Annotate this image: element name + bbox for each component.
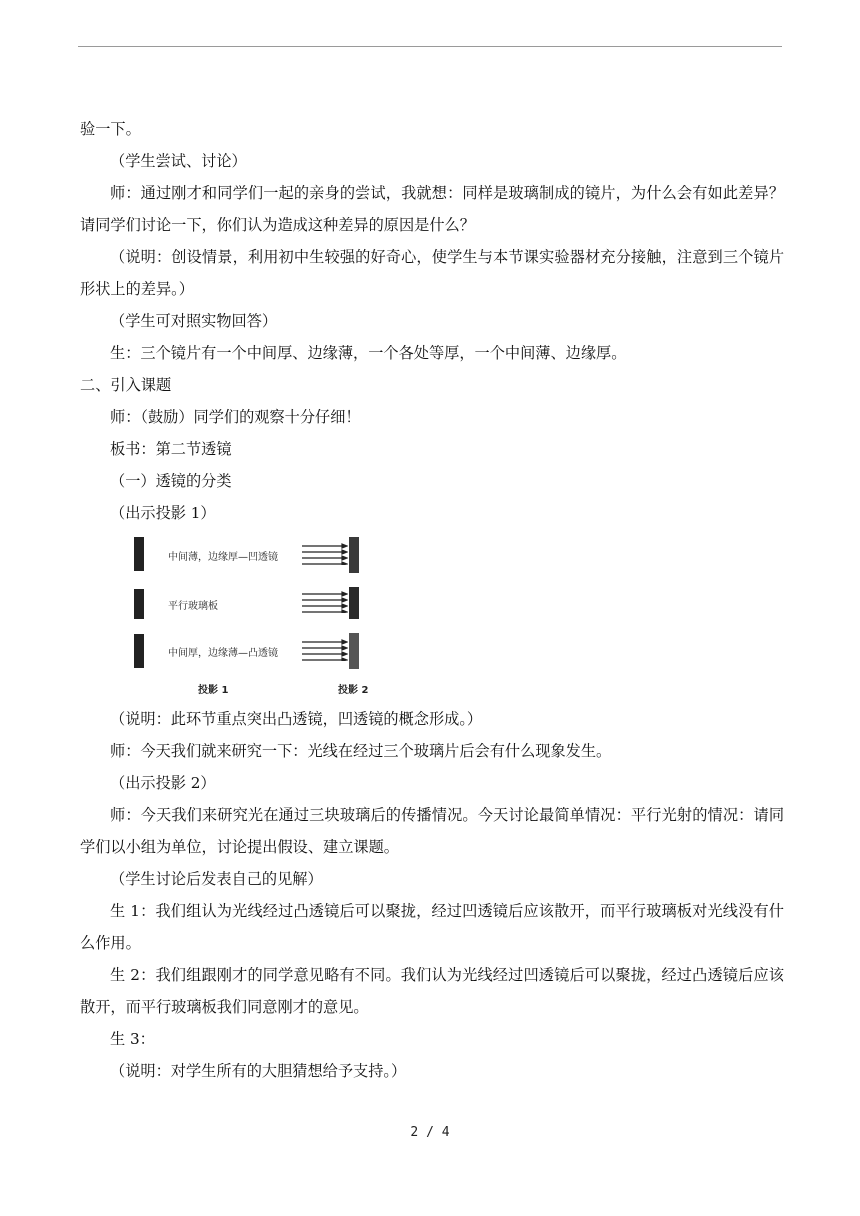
paragraph: （学生讨论后发表自己的见解）: [110, 870, 323, 888]
paragraphs-after: [80, 703, 784, 1087]
paragraphs-before: [80, 113, 784, 529]
caption-projection-2: 投影 2: [338, 685, 369, 696]
rays-2-arrows: [302, 591, 348, 613]
concave-lens-image: [134, 537, 144, 571]
caption-projection-1: 投影 1: [198, 685, 229, 696]
projection-figure: [120, 531, 450, 701]
paragraph: 板书：第二节透镜: [110, 440, 232, 458]
paragraph: 师：通过刚才和同学们一起的亲身的尝试，我就想：同样是玻璃制成的镜片，为什么会有如此差异？请同学们讨论一下，你们认为造成这种差异的原因是什么？: [80, 184, 784, 234]
paragraph: 验一下。: [80, 120, 141, 138]
paragraph: （出示投影 2）: [110, 774, 216, 792]
paragraph: （说明：创设情景，利用初中生较强的好奇心，使学生与本节课实验器材充分接触，注意到三个镜片形状上的差异。）: [80, 248, 784, 298]
paragraph: 生 3：: [110, 1030, 155, 1048]
convex-glass-image: [349, 633, 359, 669]
paragraph: （学生可对照实物回答）: [110, 312, 278, 330]
paragraph: 生 1：我们组认为光线经过凸透镜后可以聚拢，经过凹透镜后应该散开，而平行玻璃板对光线没有什么作用。: [80, 902, 784, 952]
label-convex: 中间厚，边缘薄—凸透镜: [168, 648, 278, 659]
rays-1-arrows: [302, 543, 348, 565]
flat-plate-image: [134, 589, 144, 619]
paragraph: （说明：此环节重点突出凸透镜，凹透镜的概念形成。）: [110, 710, 483, 728]
paragraph: 生：三个镜片有一个中间厚、边缘薄，一个各处等厚，一个中间薄、边缘厚。: [110, 344, 627, 362]
concave-glass-image: [349, 537, 359, 573]
paragraph: 二、引入课题: [80, 376, 172, 394]
paragraph: （学生尝试、讨论）: [110, 152, 247, 170]
page-number: 2 / 4: [410, 1125, 450, 1140]
document-body: [80, 113, 784, 1087]
paragraph: 师：今天我们就来研究一下：光线在经过三个玻璃片后会有什么现象发生。: [110, 742, 612, 760]
plate-glass-image: [349, 587, 359, 619]
paragraph: （出示投影 1）: [110, 504, 216, 522]
paragraph: 生 2：我们组跟刚才的同学意见略有不同。我们认为光线经过凹透镜后可以聚拢，经过凸透镜后应该散开，而平行玻璃板我们同意刚才的意见。: [80, 966, 784, 1016]
convex-lens-image: [134, 634, 144, 668]
label-plate: 平行玻璃板: [168, 601, 218, 612]
rays-3-arrows: [302, 639, 348, 661]
paragraph: 师：今天我们来研究光在通过三块玻璃后的传播情况。今天讨论最简单情况：平行光射的情况：请同学们以小组为单位，讨论提出假设、建立课题。: [80, 806, 784, 856]
paragraph: （一）透镜的分类: [110, 472, 232, 490]
paragraph: 师：（鼓励）同学们的观察十分仔细！: [110, 408, 361, 426]
paragraph: （说明：对学生所有的大胆猜想给予支持。）: [110, 1062, 407, 1080]
header-rule: [78, 46, 782, 47]
label-concave: 中间薄，边缘厚—凹透镜: [168, 552, 278, 563]
